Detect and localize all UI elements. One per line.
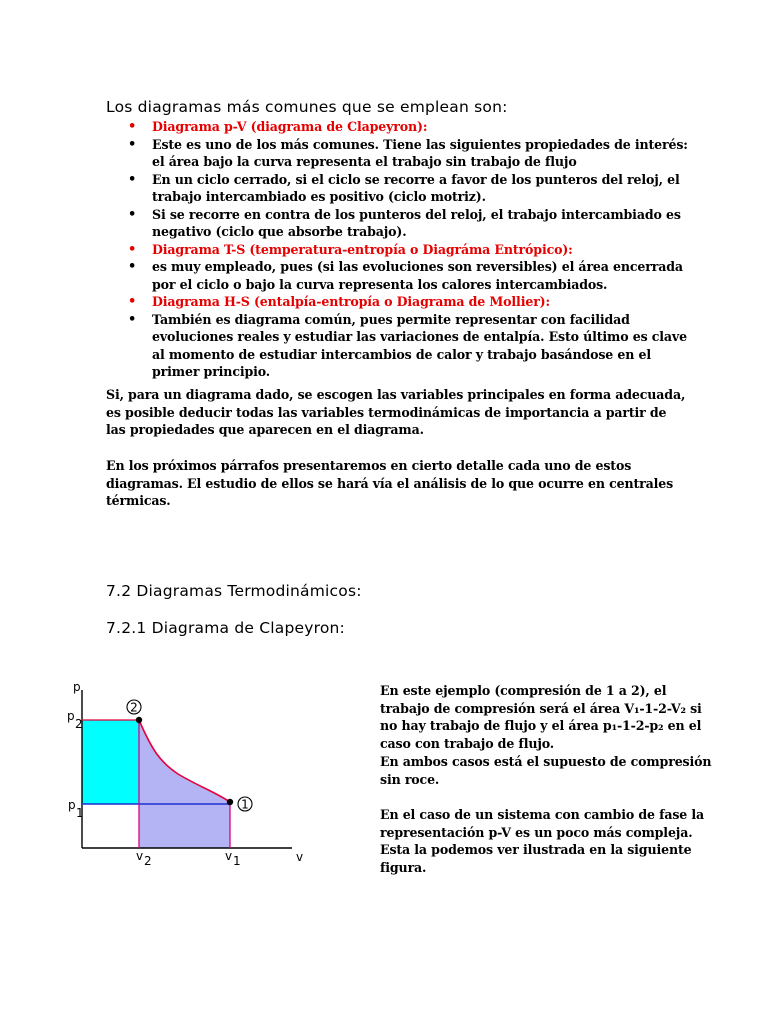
section-heading-7-2-1: 7.2.1 Diagrama de Clapeyron: [106, 619, 345, 637]
explanation-friction: En ambos casos está el supuesto de compresión sin roce. [380, 753, 712, 787]
point-2-label: 2 [130, 700, 138, 715]
state-point-2 [136, 717, 142, 723]
paragraph-variables: Si, para un diagrama dado, se escogen las variables principales en forma adecuada, es posible deducir todas las variables termodinámicas de importancia a partir de las propiedades que aparecen en el diagrama. [106, 387, 686, 437]
paragraph-next: En los próximos párrafos presentaremos en cierto detalle cada uno de estos diagramas. El estudio de ellos se hará vía el análisis de lo que ocurre en centrales térmicas. [106, 458, 674, 508]
figure-explanation [380, 682, 720, 877]
p2-subscript: 2 [75, 717, 83, 731]
list-item: • En un ciclo cerrado, si el ciclo se recorre a favor de los punteros del reloj, el trabajo intercambiado es positivo (ciclo motriz). [130, 171, 690, 206]
list-item: • También es diagrama común, pues permite representar con facilidad evoluciones reales y estudiar las variaciones de entalpía. Esto último es clave al momento de estudiar intercambios de calor y trabajo basándose en el primer principio. [130, 311, 690, 381]
list-item: • es muy empleado, pues (si las evoluciones son reversibles) el área encerrada por el ciclo o bajo la curva representa los calores intercambiados. [130, 258, 690, 293]
v1-label: v [225, 849, 233, 863]
list-item: • Diagrama T-S (temperatura-entropía o Diagráma Entrópico): [130, 241, 690, 259]
p1-label: p [68, 798, 76, 812]
v2-label: v [136, 849, 144, 863]
list-item: • Diagrama H-S (entalpía-entropía o Diagrama de Mollier): [130, 293, 690, 311]
intro-heading: Los diagramas más comunes que se emplean son: [106, 98, 508, 116]
explanation-compression: En este ejemplo (compresión de 1 a 2), el trabajo de compresión será el área V₁-1-2-V₂ si no hay trabajo de flujo y el área p₁-1-2-p₂ en el caso con trabajo de flujo. [380, 683, 702, 752]
spacer [380, 788, 720, 806]
v1-subscript: 1 [233, 854, 241, 868]
diagram-list [130, 118, 690, 381]
list-item: • Si se recorre en contra de los punteros del reloj, el trabajo intercambiado es negativo (ciclo que absorbe trabajo). [130, 206, 690, 241]
point-1-label: 1 [241, 797, 249, 812]
v-axis-label: v [296, 850, 304, 864]
section-heading-7-2: 7.2 Diagramas Termodinámicos: [106, 582, 362, 600]
work-area-flow [82, 720, 139, 804]
work-area-compression [139, 720, 230, 848]
list-item: • Diagrama p-V (diagrama de Clapeyron): [130, 118, 690, 136]
list-item: • Este es uno de los más comunes. Tiene las siguientes propiedades de interés: el área bajo la curva representa el trabajo sin trabajo de flujo [130, 136, 690, 171]
p1-subscript: 1 [76, 806, 84, 820]
p2-label: p [67, 709, 75, 723]
pv-diagram [60, 670, 320, 870]
v2-subscript: 2 [144, 854, 152, 868]
state-point-1 [227, 799, 233, 805]
explanation-phase-change: En el caso de un sistema con cambio de fase la representación p-V es un poco más compleja. Esta la podemos ver ilustrada en la siguiente figura. [380, 806, 705, 876]
p-axis-label: p [73, 680, 81, 694]
